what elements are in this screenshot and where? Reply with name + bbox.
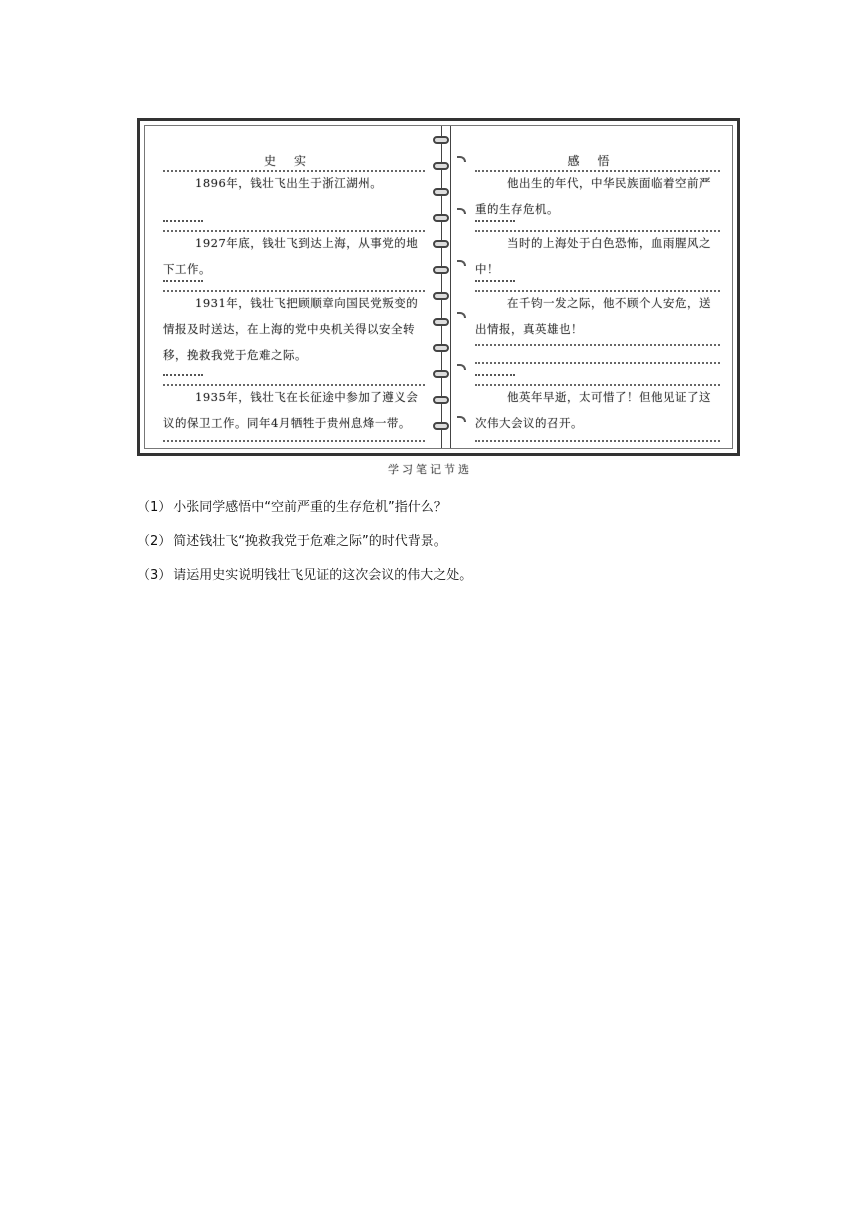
reflection-entry-3: 在千钧一发之际，他不顾个人安危，送出情报，真英雄也！ xyxy=(475,296,711,336)
question-text: 小张同学感悟中“空前严重的生存危机”指什么？ xyxy=(173,500,447,515)
fact-entry-2: 1927年底，钱壮飞到达上海，从事党的地下工作。 xyxy=(163,236,419,276)
binder-ring-icon xyxy=(433,370,449,378)
question-1 xyxy=(137,496,447,515)
fact-entry-3: 1931年，钱壮飞把顾顺章向国民党叛变的情报及时送达，在上海的党中央机关得以安全转移，挽救我党于危难之际。 xyxy=(163,296,419,362)
reflection-entry-4: 他英年早逝，太可惜了！但他见证了这次伟大会议的召开。 xyxy=(475,390,711,430)
question-number: （3） xyxy=(137,568,172,583)
binder-ring-icon xyxy=(433,396,449,404)
dotted-rule xyxy=(475,220,515,222)
binder-ring-icon xyxy=(433,344,449,352)
right-page-heading: 感悟 xyxy=(567,154,628,168)
binder-ring-icon xyxy=(433,292,449,300)
binder-ring-icon xyxy=(433,318,449,326)
fact-entry-1: 1896年，钱壮飞出生于浙江湖州。 xyxy=(195,176,383,190)
binder-ring-icon xyxy=(433,214,449,222)
binder-ring-icon xyxy=(433,422,449,430)
right-page-reflections xyxy=(475,134,720,440)
dotted-rule xyxy=(163,280,203,282)
binder-ring-icon xyxy=(433,162,449,170)
question-text: 简述钱壮飞“挽救我党于危难之际”的时代背景。 xyxy=(173,534,447,549)
reflection-entry-2: 当时的上海处于白色恐怖，血雨腥风之中！ xyxy=(475,236,711,276)
dotted-rule xyxy=(163,440,425,442)
dotted-rule xyxy=(475,280,515,282)
page-hook-icon xyxy=(457,208,466,214)
dotted-rule xyxy=(475,344,720,346)
binder-ring-icon xyxy=(433,266,449,274)
question-text: 请运用史实说明钱壮飞见证的这次会议的伟大之处。 xyxy=(173,568,473,583)
page-hook-icon xyxy=(457,260,466,266)
page-hook-icon xyxy=(457,364,466,370)
question-2 xyxy=(137,530,447,549)
dotted-rule xyxy=(163,220,203,222)
figure-caption: 学习笔记节选 xyxy=(388,463,472,476)
left-page-heading: 史实 xyxy=(263,154,324,168)
dotted-rule xyxy=(475,440,720,442)
binder-ring-icon xyxy=(433,136,449,144)
binder-ring-icon xyxy=(433,188,449,196)
page-hook-icon xyxy=(457,416,466,422)
notebook-frame xyxy=(144,125,733,449)
study-notes-figure xyxy=(137,118,740,456)
binder-ring-icon xyxy=(433,240,449,248)
dotted-rule xyxy=(163,374,203,376)
page-hook-icon xyxy=(457,156,466,162)
question-number: （1） xyxy=(137,500,172,515)
reflection-entry-1: 他出生的年代，中华民族面临着空前严重的生存危机。 xyxy=(475,176,711,216)
left-page-facts xyxy=(163,134,425,440)
fact-entry-4: 1935年，钱壮飞在长征途中参加了遵义会议的保卫工作。同年4月牺牲于贵州息烽一带。 xyxy=(163,390,419,430)
page-hook-icon xyxy=(457,312,466,318)
question-number: （2） xyxy=(137,534,172,549)
question-3 xyxy=(137,564,472,583)
dotted-rule xyxy=(475,374,515,376)
dotted-rule xyxy=(475,362,720,364)
